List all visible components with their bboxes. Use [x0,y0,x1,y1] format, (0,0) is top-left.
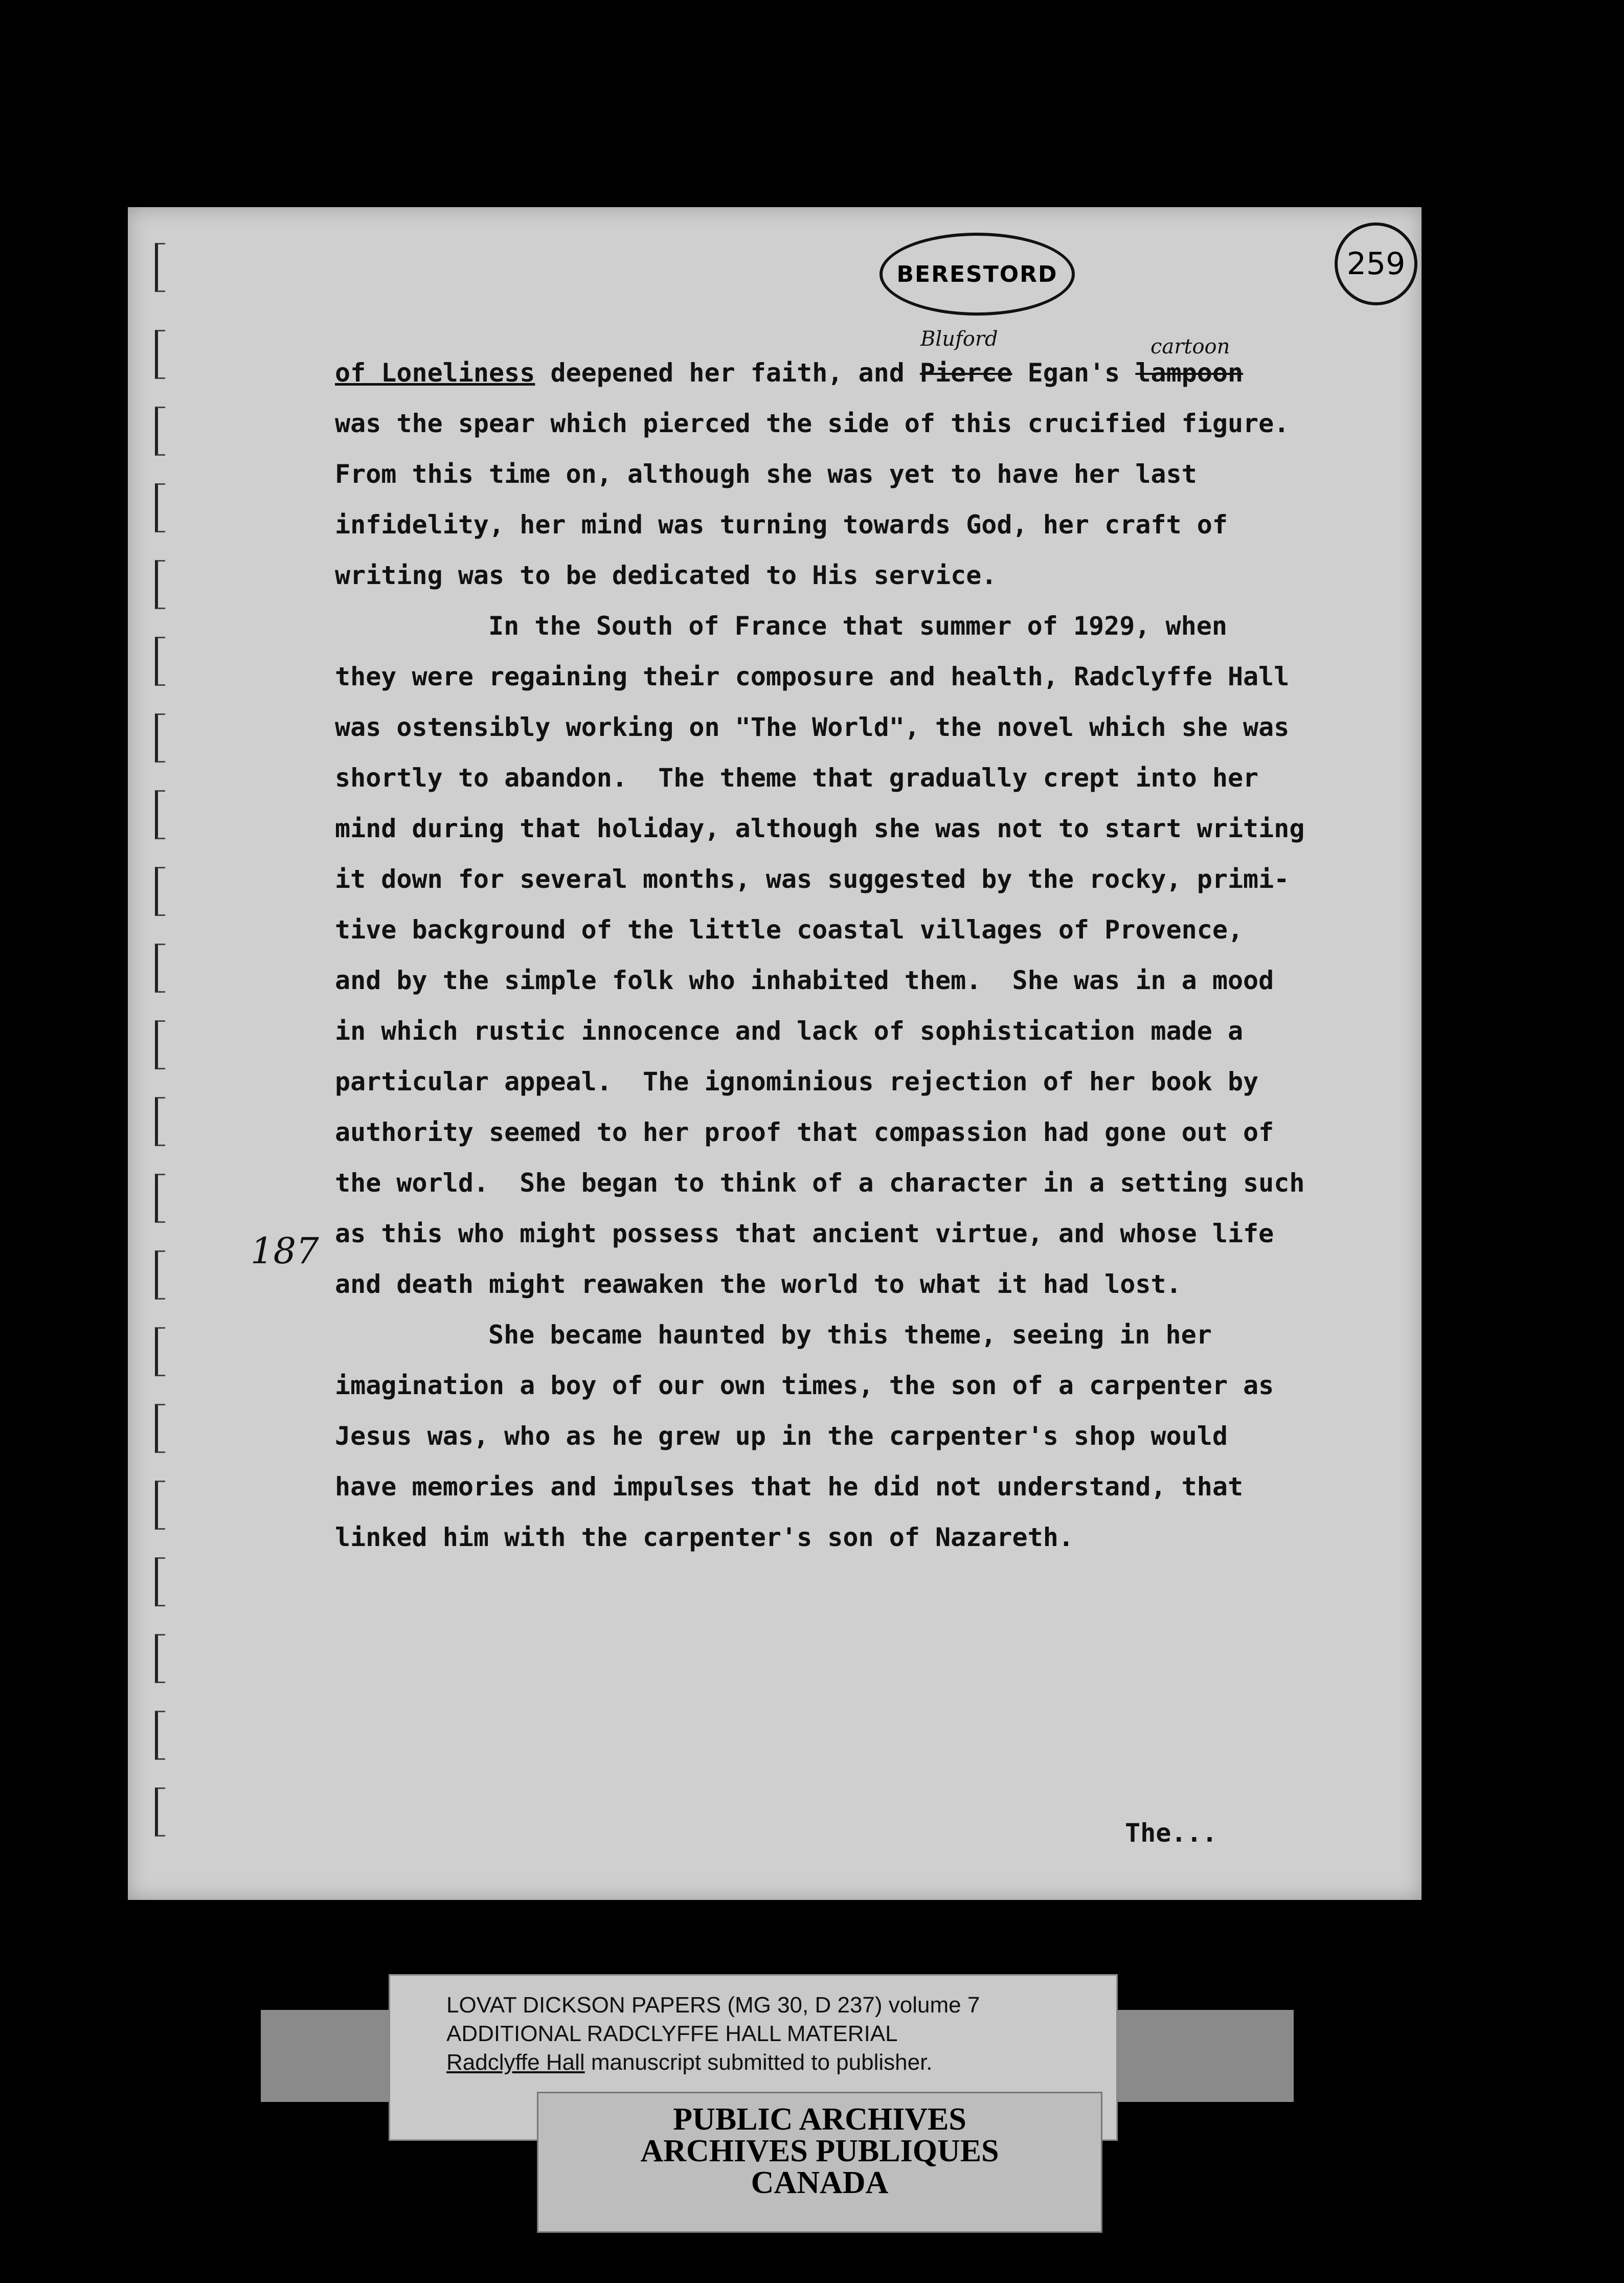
archives-stamp-text [538,2103,1101,2199]
page-number-circle [1335,222,1417,305]
binder-mark [155,1097,165,1146]
archive-label-line: ADDITIONAL RADCLYFFE HALL MATERIAL [446,2021,898,2046]
manuscript-page [128,207,1422,1900]
body-line: tive background of the little coastal villages of Provence, [335,915,1244,945]
binder-mark [155,330,165,379]
struck-word: lampoon [1135,358,1244,388]
archive-label-line [446,2048,980,2077]
binder-mark [155,1557,165,1606]
binder-mark [155,790,165,839]
body-line: and death might reawaken the world to what it had lost. [335,1269,1182,1299]
body-line-paragraph-start: She became haunted by this theme, seeing in her [488,1320,1212,1350]
body-text-fragment: deepened her faith, and [535,358,920,388]
public-archives-stamp [537,2092,1102,2233]
body-line: was ostensibly working on "The World", the novel which she was [335,712,1290,742]
binder-mark [155,637,165,686]
body-line: linked him with the carpenter's son of Nazareth. [335,1523,1074,1552]
circled-name-text: BERESTORD [896,261,1058,287]
body-line: writing was to be dedicated to His service. [335,561,997,590]
body-line: have memories and impulses that he did not understand, that [335,1472,1244,1502]
binder-mark [155,1711,165,1760]
catchword: The... [1125,1818,1217,1848]
manuscript-body [335,348,1347,1563]
body-line: shortly to abandon. The theme that gradually crept into her [335,763,1259,793]
body-line: was the spear which pierced the side of this crucified figure. [335,409,1290,438]
body-line: mind during that holiday, although she was not to start writing [335,814,1305,843]
binder-holes [151,243,171,1879]
binder-mark [155,560,165,609]
body-line: as this who might possess that ancient virtue, and whose life [335,1219,1274,1248]
body-line: they were regaining their composure and health, Radclyffe Hall [335,662,1290,691]
binder-mark [155,944,165,993]
binder-mark [155,713,165,763]
body-line: authority seemed to her proof that compassion had gone out of [335,1117,1274,1147]
body-line: infidelity, her mind was turning towards God, her craft of [335,510,1228,540]
binder-mark [155,483,165,532]
archive-label-line: LOVAT DICKSON PAPERS (MG 30, D 237) volume 7 [446,1993,980,2018]
archive-label-line-rest: manuscript submitted to publisher. [584,2050,933,2075]
struck-word: Pierce [919,358,1012,388]
handwritten-insertion-name: Bluford [920,327,998,351]
binder-mark [155,1174,165,1223]
body-line: particular appeal. The ignominious rejection of her book by [335,1067,1259,1096]
binder-mark [155,1787,165,1837]
body-line: Jesus was, who as he grew up in the carpenter's shop would [335,1421,1228,1451]
binder-mark [155,1634,165,1683]
body-line-paragraph-start: In the South of France that summer of 1929, when [488,611,1227,641]
circled-name-annotation [879,233,1075,316]
binder-mark [155,1404,165,1453]
archives-stamp-line: PUBLIC ARCHIVES [673,2102,966,2137]
body-line: From this time on, although she was yet to have her last [335,459,1197,489]
body-line: imagination a boy of our own times, the son of a carpenter as [335,1371,1274,1400]
archives-stamp-line: ARCHIVES PUBLIQUES [640,2134,999,2168]
archive-label-author: Radclyffe Hall [446,2050,585,2075]
binder-mark [155,1481,165,1530]
page-number-text: 259 [1346,246,1406,282]
archive-label-text [446,1991,980,2077]
binder-mark [155,1327,165,1376]
binder-mark [155,867,165,916]
body-line: in which rustic innocence and lack of sophistication made a [335,1016,1244,1046]
handwritten-insertion-word: cartoon [1151,335,1230,359]
body-line [335,348,1347,398]
body-line: and by the simple folk who inhabited them. She was in a mood [335,966,1274,995]
underlined-title-fragment: of Loneliness [335,358,535,388]
body-line: it down for several months, was suggested by the rocky, primi- [335,864,1290,894]
binder-mark [155,407,165,456]
binder-mark [155,243,165,292]
margin-page-note: 187 [251,1230,319,1272]
body-line: the world. She began to think of a character in a setting such [335,1168,1305,1198]
body-text-fragment: Egan's [1012,358,1136,388]
binder-mark [155,1250,165,1300]
binder-mark [155,1020,165,1069]
archives-stamp-line: CANADA [751,2165,889,2200]
